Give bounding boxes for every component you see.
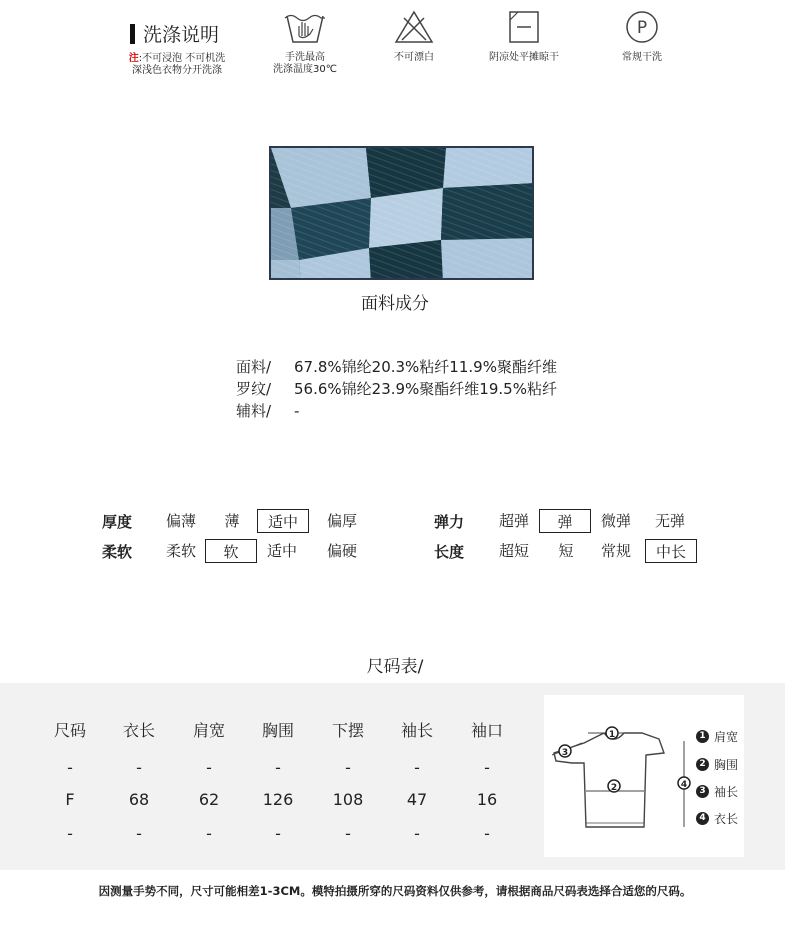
attr-elasticity-opt-3: 微弹 (600, 512, 631, 530)
size-table-cell: - (345, 824, 351, 843)
attr-label-length: 长度 (434, 543, 465, 561)
composition-row-main: 面料/ 67.8%锦纶20.3%粘纤11.9%聚酯纤维 (236, 358, 557, 376)
legend-item-2: 2 胸围 (696, 756, 738, 773)
size-table-cell: 108 (332, 790, 364, 809)
no-bleach-icon (392, 8, 436, 48)
size-header-cell: 衣长 (122, 721, 155, 740)
size-table-cell: 68 (128, 790, 150, 809)
attr-length-opt-1: 超短 (498, 542, 529, 560)
legend-item-3: 3 袖长 (696, 783, 738, 800)
sweater-diagram-icon (544, 695, 744, 857)
size-footnote: 因测量手势不同，尺寸可能相差1-3CM。模特拍摄所穿的尺码资料仅供参考，请根据商品尺码表选择合适您的尺码。 (98, 884, 692, 898)
attr-elasticity-opt-4: 无弹 (654, 512, 685, 530)
composition-row-accessory: 辅料/ - (236, 402, 300, 420)
attr-softness-opt-3: 适中 (266, 542, 297, 560)
attr-elasticity-selected: 弹 (539, 509, 591, 533)
size-table-cell: - (206, 824, 212, 843)
size-table-cell: - (484, 824, 490, 843)
attr-elasticity-opt-1: 超弹 (498, 512, 529, 530)
care-note-prefix: 注 (128, 53, 139, 64)
size-table-cell: - (136, 824, 142, 843)
size-header-cell: 袖长 (400, 721, 433, 740)
attr-label-elasticity: 弹力 (434, 513, 465, 531)
fabric-swatch-image (269, 146, 534, 280)
size-table-cell: - (206, 758, 212, 777)
size-table-cell: - (136, 758, 142, 777)
care-note-line1: :不可浸泡 不可机洗 (138, 53, 226, 64)
attr-thickness-opt-1: 偏薄 (165, 512, 196, 530)
size-table-cell: 47 (406, 790, 428, 809)
size-table-cell: 16 (476, 790, 498, 809)
care-item-shade-dry: 阴凉处平摊晾干 (469, 8, 579, 64)
attr-thickness-opt-4: 偏厚 (326, 512, 357, 530)
svg-text:3: 3 (561, 748, 569, 758)
shade-dry-flat-icon (502, 8, 546, 48)
svg-text:1: 1 (608, 730, 616, 740)
attr-length-opt-2: 短 (558, 542, 574, 560)
size-header-cell: 尺码 (53, 721, 86, 740)
care-note-line2: 深浅色衣物分开洗涤 (132, 65, 222, 76)
attr-length-selected: 中长 (645, 539, 697, 563)
size-table-cell: - (414, 758, 420, 777)
size-table-cell: - (484, 758, 490, 777)
attr-softness-selected: 软 (205, 539, 257, 563)
care-item-no-bleach: 不可漂白 (359, 8, 469, 64)
care-item-dry-clean: P 常规干洗 (587, 8, 697, 64)
attr-length-opt-3: 常规 (600, 542, 631, 560)
size-header-cell: 肩宽 (192, 721, 225, 740)
size-header-cell: 袖口 (470, 721, 503, 740)
size-table-cell: - (345, 758, 351, 777)
svg-text:4: 4 (680, 780, 688, 790)
attr-thickness-opt-2: 薄 (224, 512, 240, 530)
size-table-cell: F (65, 790, 75, 809)
size-header-cell: 下摆 (331, 721, 364, 740)
legend-item-1: 1 肩宽 (696, 728, 738, 745)
attr-label-thickness: 厚度 (102, 513, 133, 531)
composition-row-rib: 罗纹/ 56.6%锦纶23.9%聚酯纤维19.5%粘纤 (236, 380, 557, 398)
size-chart-title: 尺码表/ (366, 657, 424, 677)
attr-softness-opt-1: 柔软 (165, 542, 196, 560)
attr-softness-opt-4: 偏硬 (326, 542, 357, 560)
size-table-cell: - (275, 758, 281, 777)
size-table-cell: 126 (262, 790, 294, 809)
care-title: 洗涤说明 (130, 20, 219, 47)
title-bar-marker (130, 24, 135, 44)
dry-clean-p-icon (620, 8, 664, 48)
hand-wash-icon (283, 8, 327, 48)
garment-measurement-diagram (544, 695, 744, 857)
svg-text:P: P (636, 18, 648, 38)
attr-label-softness: 柔软 (102, 543, 133, 561)
attr-thickness-selected: 适中 (257, 509, 309, 533)
care-item-hand-wash: 手洗最高 洗涤温度30℃ (250, 8, 360, 76)
legend-item-4: 4 衣长 (696, 810, 738, 827)
size-table-cell: - (67, 758, 73, 777)
fabric-caption: 面料成分 (361, 294, 429, 314)
care-note (102, 53, 252, 77)
size-table-cell: 62 (198, 790, 220, 809)
size-table-cell: - (67, 824, 73, 843)
size-header-cell: 胸围 (261, 721, 294, 740)
svg-text:2: 2 (610, 783, 618, 793)
size-table-cell: - (275, 824, 281, 843)
size-table-cell: - (414, 824, 420, 843)
